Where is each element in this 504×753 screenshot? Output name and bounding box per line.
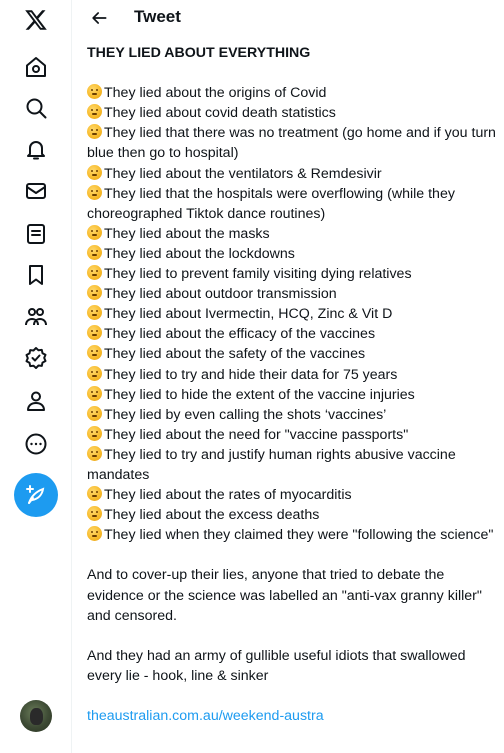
thinking-face-emoji-icon (87, 446, 102, 461)
bell-icon[interactable] (20, 134, 52, 166)
tweet-line (87, 365, 497, 385)
x-logo-icon[interactable] (20, 4, 52, 36)
envelope-icon[interactable] (20, 175, 52, 207)
thinking-face-emoji-icon (87, 486, 102, 501)
thinking-face-emoji-icon (87, 386, 102, 401)
list-icon[interactable] (20, 218, 52, 250)
tweet-line (87, 344, 497, 364)
thinking-face-emoji-icon (87, 366, 102, 381)
thinking-face-emoji-icon (87, 506, 102, 521)
tweet-line-text: They lied about the safety of the vaccines (104, 346, 366, 363)
tweet-line-text: They lied that the hospitals were overflowing (while they choreographed Tiktok dance routines) (87, 185, 455, 222)
tweet-line-text: They lied when they claimed they were "following the science" (104, 527, 494, 544)
tweet-line (87, 184, 497, 224)
tweet-line-text: They lied about the masks (104, 225, 270, 242)
tweet-line (87, 425, 497, 445)
tweet-line-text: They lied that there was no treatment (go home and if you turn blue then go to hospital) (87, 125, 496, 162)
bookmark-icon[interactable] (20, 259, 52, 291)
tweet-line (87, 123, 497, 163)
tweet-line-text: They lied about the lockdowns (104, 245, 295, 262)
tweet-line (87, 385, 497, 405)
tweet-line (87, 445, 497, 485)
avatar[interactable] (20, 700, 52, 732)
person-icon[interactable] (20, 385, 52, 417)
sidebar-nav (0, 0, 72, 753)
tweet-line-text: They lied about the ventilators & Remdesivir (104, 165, 382, 182)
tweet-line (87, 505, 497, 525)
main-column (73, 0, 504, 753)
tweet-line-text: They lied about the origins of Covid (104, 85, 327, 102)
home-icon[interactable] (20, 51, 52, 83)
tweet-line (87, 284, 497, 304)
tweet-line (87, 103, 497, 123)
thinking-face-emoji-icon (87, 104, 102, 119)
tweet-line-text: They lied about the efficacy of the vaccines (104, 326, 376, 343)
thinking-face-emoji-icon (87, 124, 102, 139)
tweet-paragraph: And they had an army of gullible useful idiots that swallowed every lie - hook, line & sinker (87, 647, 466, 684)
tweet-line-text: They lied about the need for "vaccine passports" (104, 426, 409, 443)
back-arrow-icon[interactable] (87, 6, 111, 30)
tweet-line-text: They lied about outdoor transmission (104, 286, 337, 303)
thinking-face-emoji-icon (87, 406, 102, 421)
tweet-line-text: They lied to try and hide their data for 75 years (104, 366, 398, 383)
thinking-face-emoji-icon (87, 165, 102, 180)
more-icon[interactable] (20, 428, 52, 460)
thinking-face-emoji-icon (87, 526, 102, 541)
compose-tweet-button[interactable] (14, 473, 58, 517)
tweet-line (87, 264, 497, 284)
tweet-line-text: They lied by even calling the shots ‘vaccines’ (104, 406, 387, 423)
thinking-face-emoji-icon (87, 325, 102, 340)
thinking-face-emoji-icon (87, 305, 102, 320)
thinking-face-emoji-icon (87, 84, 102, 99)
people-icon[interactable] (20, 301, 52, 333)
tweet-line (87, 164, 497, 184)
search-icon[interactable] (20, 92, 52, 124)
tweet-line (87, 244, 497, 264)
verified-icon[interactable] (20, 342, 52, 374)
tweet-line (87, 83, 497, 103)
tweet-line (87, 324, 497, 344)
thinking-face-emoji-icon (87, 285, 102, 300)
thinking-face-emoji-icon (87, 345, 102, 360)
tweet-line-text: They lied about the excess deaths (104, 507, 320, 524)
tweet-line (87, 525, 497, 545)
thinking-face-emoji-icon (87, 185, 102, 200)
tweet-line (87, 485, 497, 505)
tweet-headline: THEY LIED ABOUT EVERYTHING (87, 45, 311, 61)
tweet-line-text: They lied about the rates of myocarditis (104, 487, 352, 504)
thinking-face-emoji-icon (87, 225, 102, 240)
tweet-text (87, 43, 497, 726)
page-title: Tweet (134, 7, 181, 26)
tweet-line-text: They lied to hide the extent of the vaccine injuries (104, 386, 415, 403)
tweet-line-text: They lied about covid death statistics (104, 105, 336, 122)
feather-plus-icon (24, 483, 48, 507)
tweet-line-text: They lied about Ivermectin, HCQ, Zinc & Vit D (104, 306, 393, 323)
tweet-line (87, 405, 497, 425)
article-link[interactable]: theaustralian.com.au/weekend-austra (87, 708, 324, 725)
tweet-paragraph: And to cover-up their lies, anyone that tried to debate the evidence or the science was labelled an "anti-vax granny killer" and censored. (87, 567, 482, 624)
tweet-header (73, 0, 504, 36)
tweet-line-text: They lied to try and justify human rights abusive vaccine mandates (87, 446, 456, 483)
thinking-face-emoji-icon (87, 426, 102, 441)
tweet-line (87, 304, 497, 324)
tweet-line-text: They lied to prevent family visiting dying relatives (104, 266, 412, 283)
thinking-face-emoji-icon (87, 265, 102, 280)
thinking-face-emoji-icon (87, 245, 102, 260)
tweet-line (87, 224, 497, 244)
tweet-lines (87, 83, 497, 545)
